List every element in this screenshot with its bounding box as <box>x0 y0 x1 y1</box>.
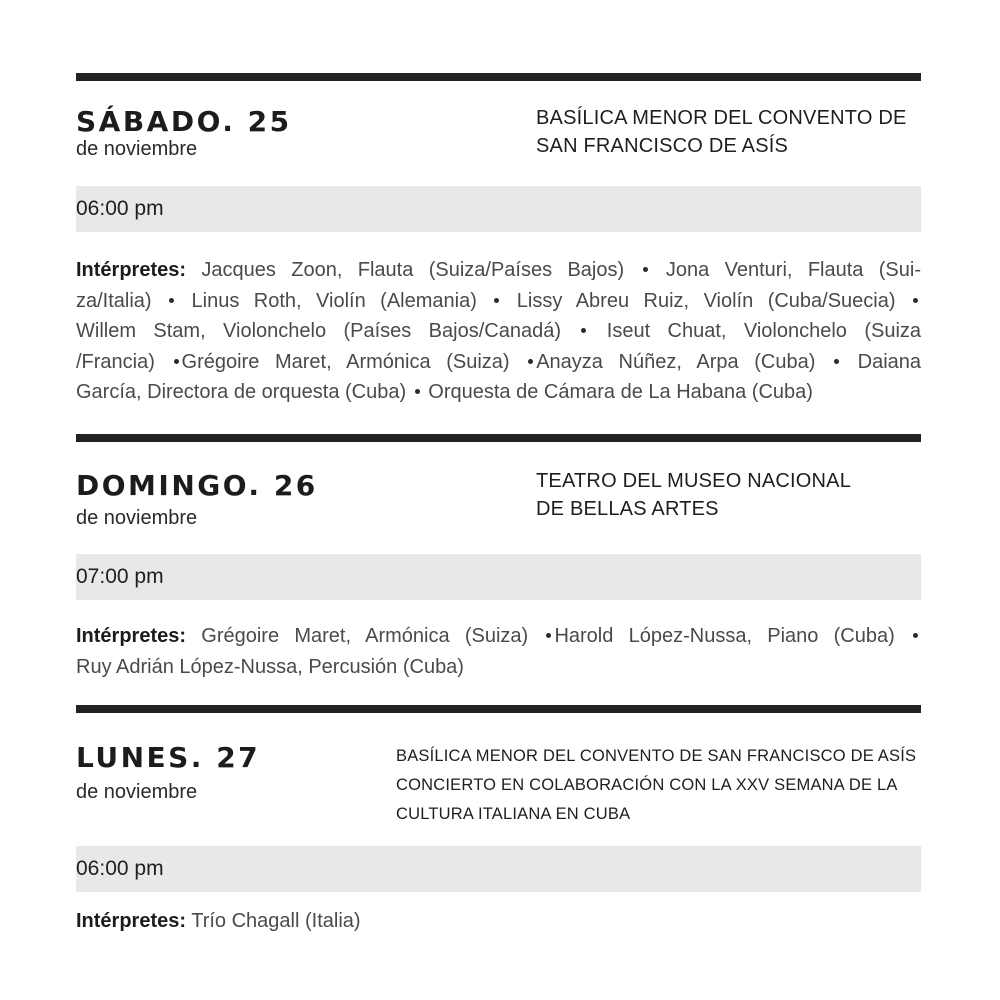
time-bar <box>76 846 921 892</box>
day-month: de noviembre <box>76 138 198 160</box>
venue-line: BASÍLICA MENOR DEL CONVENTO DE <box>536 107 907 129</box>
venue-line: DE BELLAS ARTES <box>536 498 719 520</box>
performers-label: Intérpretes: <box>76 625 187 647</box>
performers-line <box>76 906 921 937</box>
performer: Daiana <box>842 350 922 373</box>
bullet-icon <box>581 328 586 333</box>
performer: Jacques Zoon, Flauta (Suiza/Países Bajos) <box>186 259 625 281</box>
performer: Orquesta de Cámara de La Habana (Cuba) <box>422 381 813 403</box>
time-bar <box>76 554 921 600</box>
performer: Ruy Adrián López-Nussa, Percusión (Cuba) <box>76 655 464 678</box>
performers <box>76 255 921 408</box>
performer: Linus Roth, Violín (Alemania) <box>177 289 477 312</box>
bullet-icon <box>546 633 551 638</box>
venue-line: SAN FRANCISCO DE ASÍS <box>536 135 789 157</box>
venue-line: CULTURA ITALIANA EN CUBA <box>396 805 631 823</box>
performer: Anayza Núñez, Arpa (Cuba) <box>536 350 816 373</box>
bullet-icon <box>528 359 533 364</box>
bullet-icon <box>913 633 918 638</box>
venue-line: CONCIERTO EN COLABORACIÓN CON LA XXV SEMANA DE LA <box>396 776 898 794</box>
bullet-icon <box>913 298 918 303</box>
bullet-icon <box>834 359 839 364</box>
bullet-icon <box>643 267 648 272</box>
performers-line <box>76 377 921 408</box>
venue <box>396 742 916 829</box>
day-month: de noviembre <box>76 507 198 529</box>
performer: Willem Stam, Violonchelo (Países Bajos/Canadá) <box>76 320 561 342</box>
section-divider <box>76 73 921 81</box>
day-month: de noviembre <box>76 781 198 803</box>
performer: Grégoire Maret, Armónica (Suiza) <box>186 625 529 647</box>
venue-line: BASÍLICA MENOR DEL CONVENTO DE SAN FRANCISCO DE ASÍS <box>396 747 917 765</box>
venue-line: TEATRO DEL MUSEO NACIONAL <box>536 470 852 492</box>
performers <box>76 621 921 682</box>
venue <box>536 104 907 160</box>
section-divider <box>76 705 921 713</box>
bullet-icon <box>494 298 499 303</box>
event-time: 06:00 pm <box>76 857 164 880</box>
day-title: DOMINGO. 26 <box>76 469 318 502</box>
bullet-icon <box>415 389 420 394</box>
performer: Lissy Abreu Ruiz, Violín (Cuba/Suecia) <box>502 289 896 312</box>
performer: Trío Chagall (Italia) <box>186 910 361 932</box>
performer: Grégoire Maret, Armónica (Suiza) <box>181 350 510 373</box>
performers-line <box>76 316 921 347</box>
performer: Jona Venturi, Flauta (Sui- <box>650 259 921 281</box>
performer: /Francia) <box>76 350 155 373</box>
event-time: 07:00 pm <box>76 565 164 588</box>
performer: za/Italia) <box>76 289 152 312</box>
day-title: SÁBADO. 25 <box>76 105 292 138</box>
performers-line <box>76 347 921 378</box>
venue <box>536 467 851 523</box>
section-divider <box>76 434 921 442</box>
performer: Iseut Chuat, Violonchelo (Suiza <box>589 320 922 342</box>
performers-line <box>76 286 921 317</box>
performers-line <box>76 652 921 683</box>
performer: García, Directora de orquesta (Cuba) <box>76 381 407 403</box>
day-title: LUNES. 27 <box>76 741 261 774</box>
event-time: 06:00 pm <box>76 197 164 220</box>
time-bar <box>76 186 921 232</box>
performer: Harold López-Nussa, Piano (Cuba) <box>554 625 895 647</box>
performers-label: Intérpretes: <box>76 910 187 932</box>
performers-line <box>76 255 921 286</box>
bullet-icon <box>169 298 174 303</box>
performers-line <box>76 621 921 652</box>
performers <box>76 906 921 937</box>
bullet-icon <box>174 359 179 364</box>
performers-label: Intérpretes: <box>76 259 187 281</box>
